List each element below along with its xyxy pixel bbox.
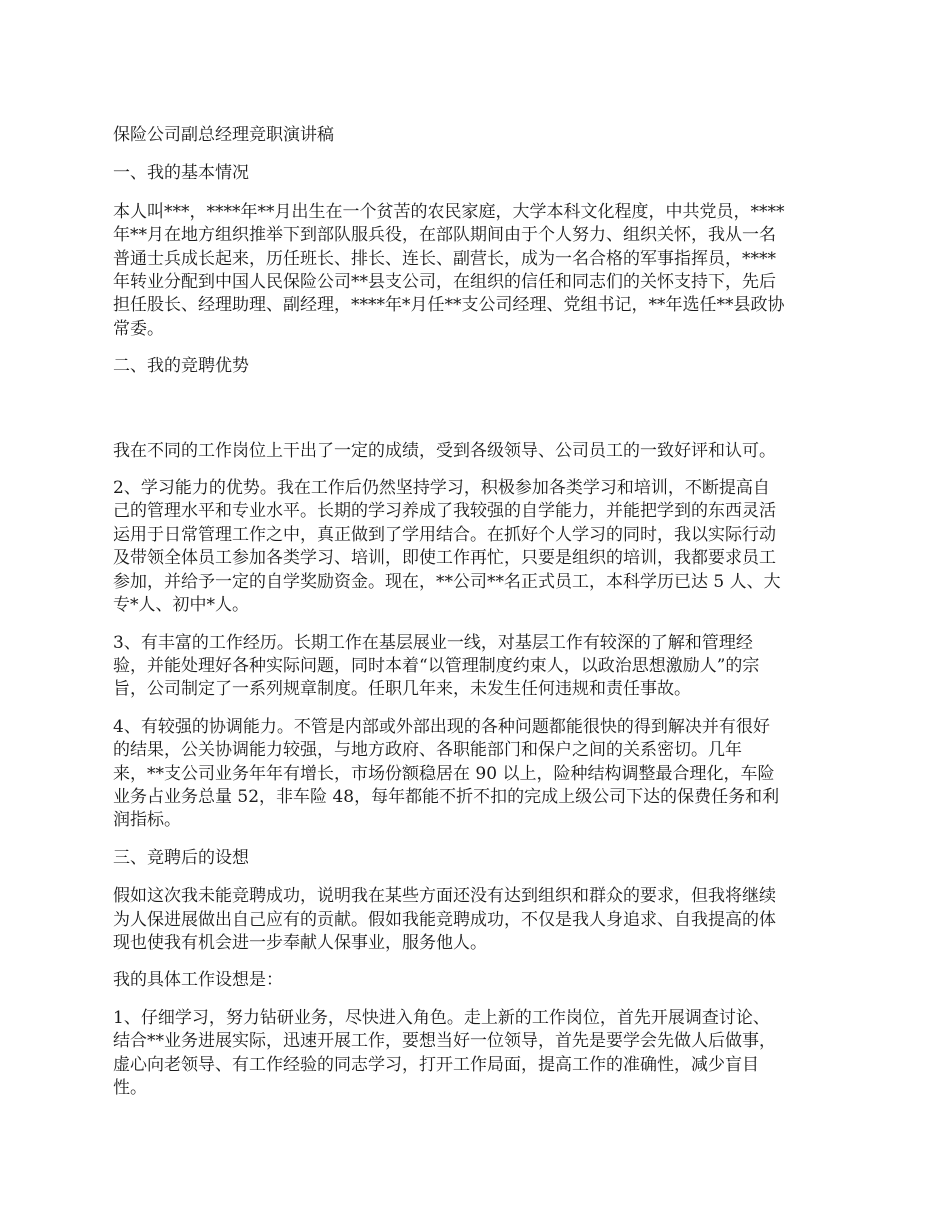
- paragraph-line: 普通士兵成长起来，历任班长、排长、连长、副营长，成为一名合格的军事指挥员，****: [113, 248, 776, 269]
- paragraph-if-elected: [113, 885, 837, 955]
- section-heading-advantages: 二、我的竞聘优势: [113, 356, 249, 377]
- paragraph-plan-1: [113, 1007, 837, 1101]
- paragraph-line: 为人保进展做出自己应有的贡献。假如我能竞聘成功，不仅是我人身追求、自我提高的体: [113, 909, 776, 930]
- paragraph-basic-info: [113, 201, 837, 341]
- blank-space: [113, 394, 837, 440]
- paragraph-line: 本人叫***，****年**月出生在一个贫苦的农民家庭，大学本科文化程度，中共党员，****: [113, 201, 785, 222]
- section-heading-plans: 三、竞聘后的设想: [113, 847, 249, 868]
- paragraph-learning-ability: [113, 477, 837, 617]
- document-body: [113, 124, 837, 1114]
- paragraph-line: 我在不同的工作岗位上干出了一定的成绩，受到各级领导、公司员工的一致好评和认可。: [113, 440, 776, 461]
- paragraph-line: 常委。: [113, 318, 164, 339]
- paragraph-line: 2、学习能力的优势。我在工作后仍然坚持学习，积极参加各类学习和培训，不断提高自: [113, 478, 770, 499]
- paragraph-line: 年转业分配到中国人民保险公司**县支公司，在组织的信任和同志们的关怀支持下，先后: [113, 272, 776, 293]
- document-title: 保险公司副总经理竞职演讲稿: [113, 125, 334, 145]
- paragraph-line: 3、有丰富的工作经历。长期工作在基层展业一线，对基层工作有较深的了解和管理经: [113, 632, 753, 653]
- paragraph-line: 业务占业务总量 52，非车险 48，每年都能不折不扣的完成上级公司下达的保费任务和利: [113, 786, 780, 807]
- paragraph-line: 运用于日常管理工作之中，真正做到了学用结合。在抓好个人学习的同时，我以实际行动: [113, 524, 776, 545]
- paragraph-achievements: [113, 440, 837, 463]
- paragraph-line: 虚心向老领导、有工作经验的同志学习，打开工作局面，提高工作的准确性，减少盲目: [113, 1054, 759, 1075]
- paragraph-line: 我的具体工作设想是：: [113, 970, 283, 991]
- paragraph-line: 旨，公司制定了一系列规章制度。任职几年来，未发生任何违规和责任事故。: [113, 679, 691, 700]
- paragraph-line: 己的管理水平和专业水平。长期的学习养成了我较强的自学能力，并能把学到的东西灵活: [113, 501, 776, 522]
- paragraph-line: 现也使我有机会进一步奉献人保事业，服务他人。: [113, 932, 487, 953]
- paragraph-coordination: [113, 716, 837, 833]
- paragraph-work-experience: [113, 632, 837, 702]
- paragraph-line: 的结果，公关协调能力较强，与地方政府、各职能部门和保户之间的关系密切。几年: [113, 740, 742, 761]
- paragraph-line: 润指标。: [113, 810, 181, 831]
- paragraph-line: 1、仔细学习，努力钻研业务，尽快进入角色。走上新的工作岗位，首先开展调查讨论、: [113, 1007, 770, 1028]
- paragraph-line: 结合**业务进展实际，迅速开展工作，要想当好一位领导，首先是要学会先做人后做事，: [113, 1031, 776, 1052]
- paragraph-line: 担任股长、经理助理、副经理，****年*月任**支公司经理、党组书记，**年选任**县政协: [113, 295, 785, 316]
- paragraph-line: 4、有较强的协调能力。不管是内部或外部出现的各种问题都能很快的得到解决并有很好: [113, 716, 770, 737]
- paragraph-line: 专*人、初中*人。: [113, 595, 249, 616]
- paragraph-line: 性。: [113, 1078, 147, 1098]
- paragraph-line: 来，**支公司业务年年有增长，市场份额稳居在 90 以上，险种结构调整最合理化，车险: [113, 763, 775, 784]
- paragraph-line: 及带领全体员工参加各类学习、培训，即使工作再忙，只要是组织的培训，我都要求员工: [113, 548, 776, 569]
- paragraph-line: 验，并能处理好各种实际问题，同时本着“以管理制度约束人，以政治思想激励人”的宗: [113, 655, 760, 676]
- section-heading-basic-info: 一、我的基本情况: [113, 163, 249, 184]
- paragraph-plan-intro: [113, 969, 837, 992]
- paragraph-line: 参加，并给予一定的自学奖励资金。现在，**公司**名正式员工，本科学历已达 5 人、大: [113, 571, 781, 592]
- paragraph-line: 年**月在地方组织推举下到部队服兵役，在部队期间由于个人努力、组织关怀，我从一名: [113, 225, 776, 246]
- paragraph-line: 假如这次我未能竞聘成功，说明我在某些方面还没有达到组织和群众的要求，但我将继续: [113, 886, 776, 907]
